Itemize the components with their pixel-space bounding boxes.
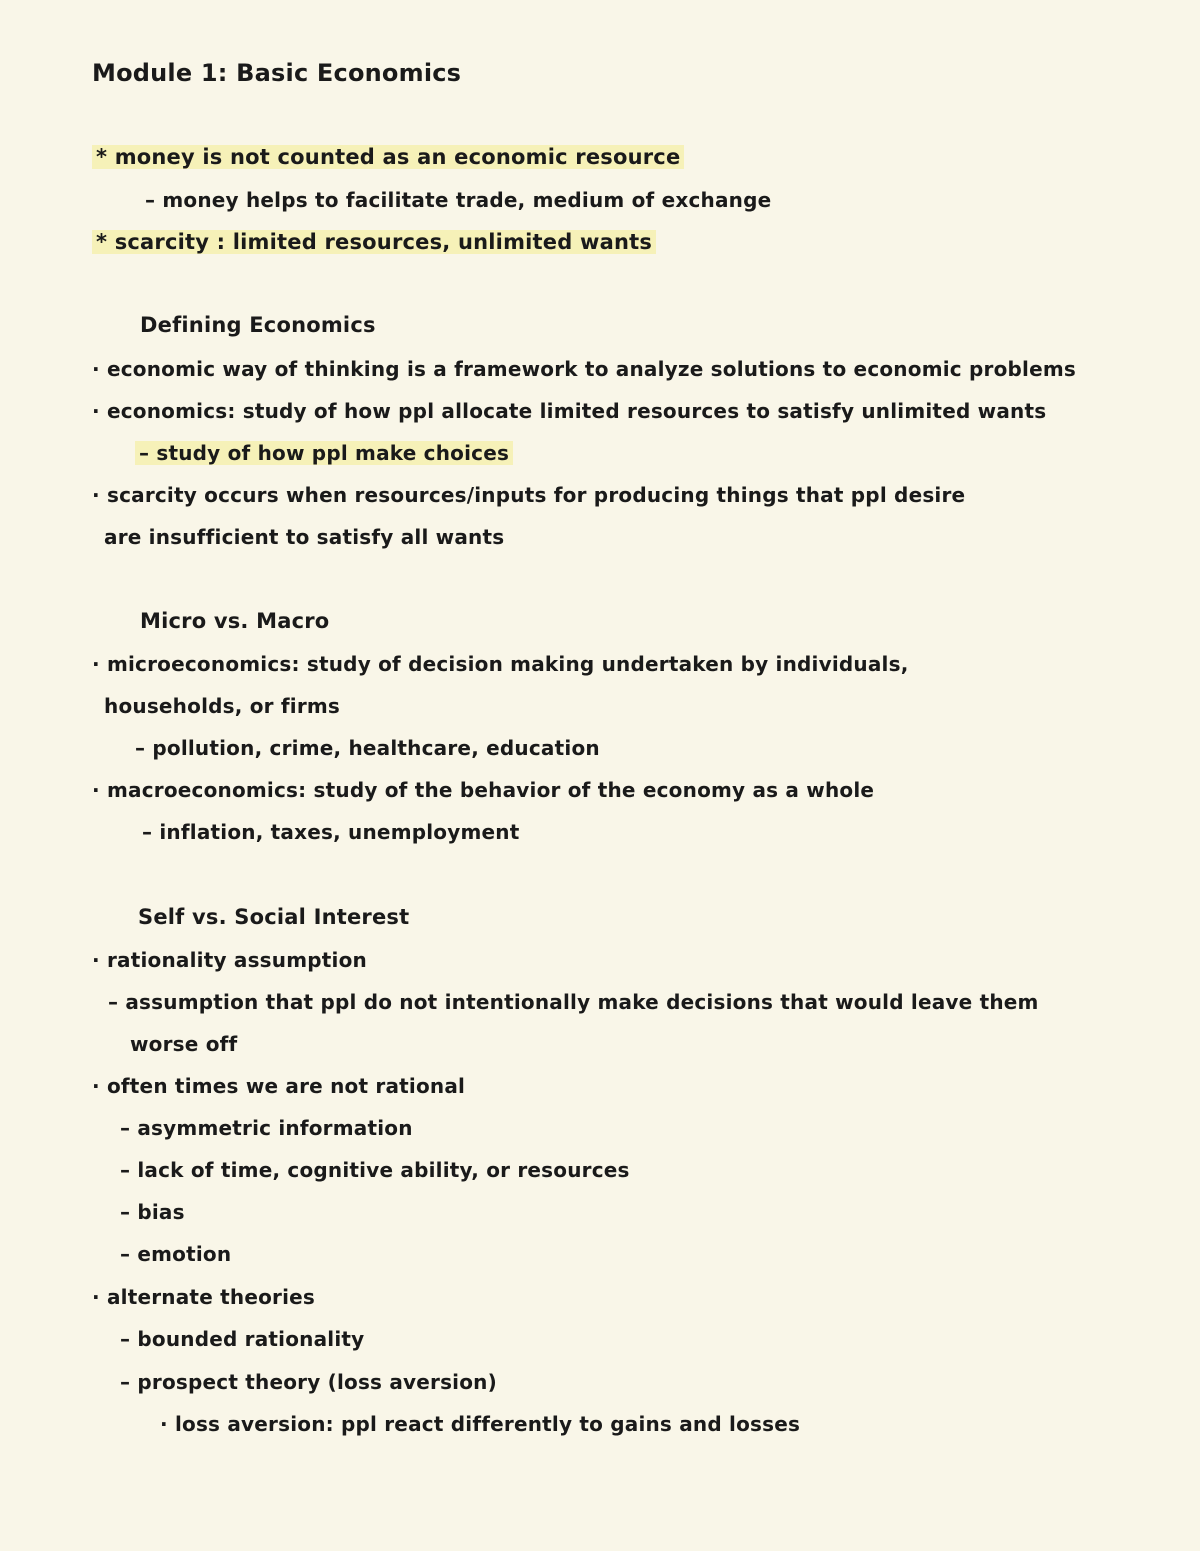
- note-line-continued: worse off: [130, 1032, 238, 1056]
- note-line: · alternate theories: [92, 1285, 316, 1309]
- intro-note: [92, 142, 684, 172]
- highlighted-text: * scarcity : limited resources, unlimited wants: [92, 230, 656, 254]
- note-line: · rationality assumption: [92, 948, 367, 972]
- note-line: · scarcity occurs when resources/inputs for producing things that ppl desire: [92, 483, 966, 507]
- intro-subnote: – money helps to facilitate trade, medium of exchange: [145, 188, 772, 212]
- section-heading: Defining Economics: [140, 313, 376, 337]
- note-subline: – emotion: [120, 1242, 232, 1266]
- note-subline: – pollution, crime, healthcare, education: [135, 736, 600, 760]
- note-line-continued: are insufficient to satisfy all wants: [104, 525, 505, 549]
- note-subline: – inflation, taxes, unemployment: [142, 820, 520, 844]
- page-title: Module 1: Basic Economics: [92, 59, 462, 87]
- section-heading: Self vs. Social Interest: [138, 905, 410, 929]
- note-subline: – lack of time, cognitive ability, or resources: [120, 1158, 630, 1182]
- note-line: · microeconomics: study of decision making undertaken by individuals,: [92, 652, 909, 676]
- note-subline: – assumption that ppl do not intentionally make decisions that would leave them: [108, 990, 1039, 1014]
- section-heading: Micro vs. Macro: [140, 609, 330, 633]
- note-subsubline: · loss aversion: ppl react differently to gains and losses: [160, 1412, 801, 1436]
- note-subline: – bounded rationality: [120, 1327, 365, 1351]
- intro-note: [92, 227, 656, 257]
- note-subline: – asymmetric information: [120, 1116, 413, 1140]
- note-subline: – bias: [120, 1200, 185, 1224]
- highlighted-text: – study of how ppl make choices: [135, 441, 513, 465]
- note-line: · economics: study of how ppl allocate limited resources to satisfy unlimited wants: [92, 399, 1047, 423]
- note-subline: [135, 438, 513, 468]
- note-line-continued: households, or firms: [104, 694, 341, 718]
- note-subline: – prospect theory (loss aversion): [120, 1370, 497, 1394]
- highlighted-text: * money is not counted as an economic resource: [92, 145, 684, 169]
- note-line: · economic way of thinking is a framework to analyze solutions to economic problems: [92, 357, 1077, 381]
- note-line: · often times we are not rational: [92, 1074, 466, 1098]
- note-line: · macroeconomics: study of the behavior of the economy as a whole: [92, 778, 875, 802]
